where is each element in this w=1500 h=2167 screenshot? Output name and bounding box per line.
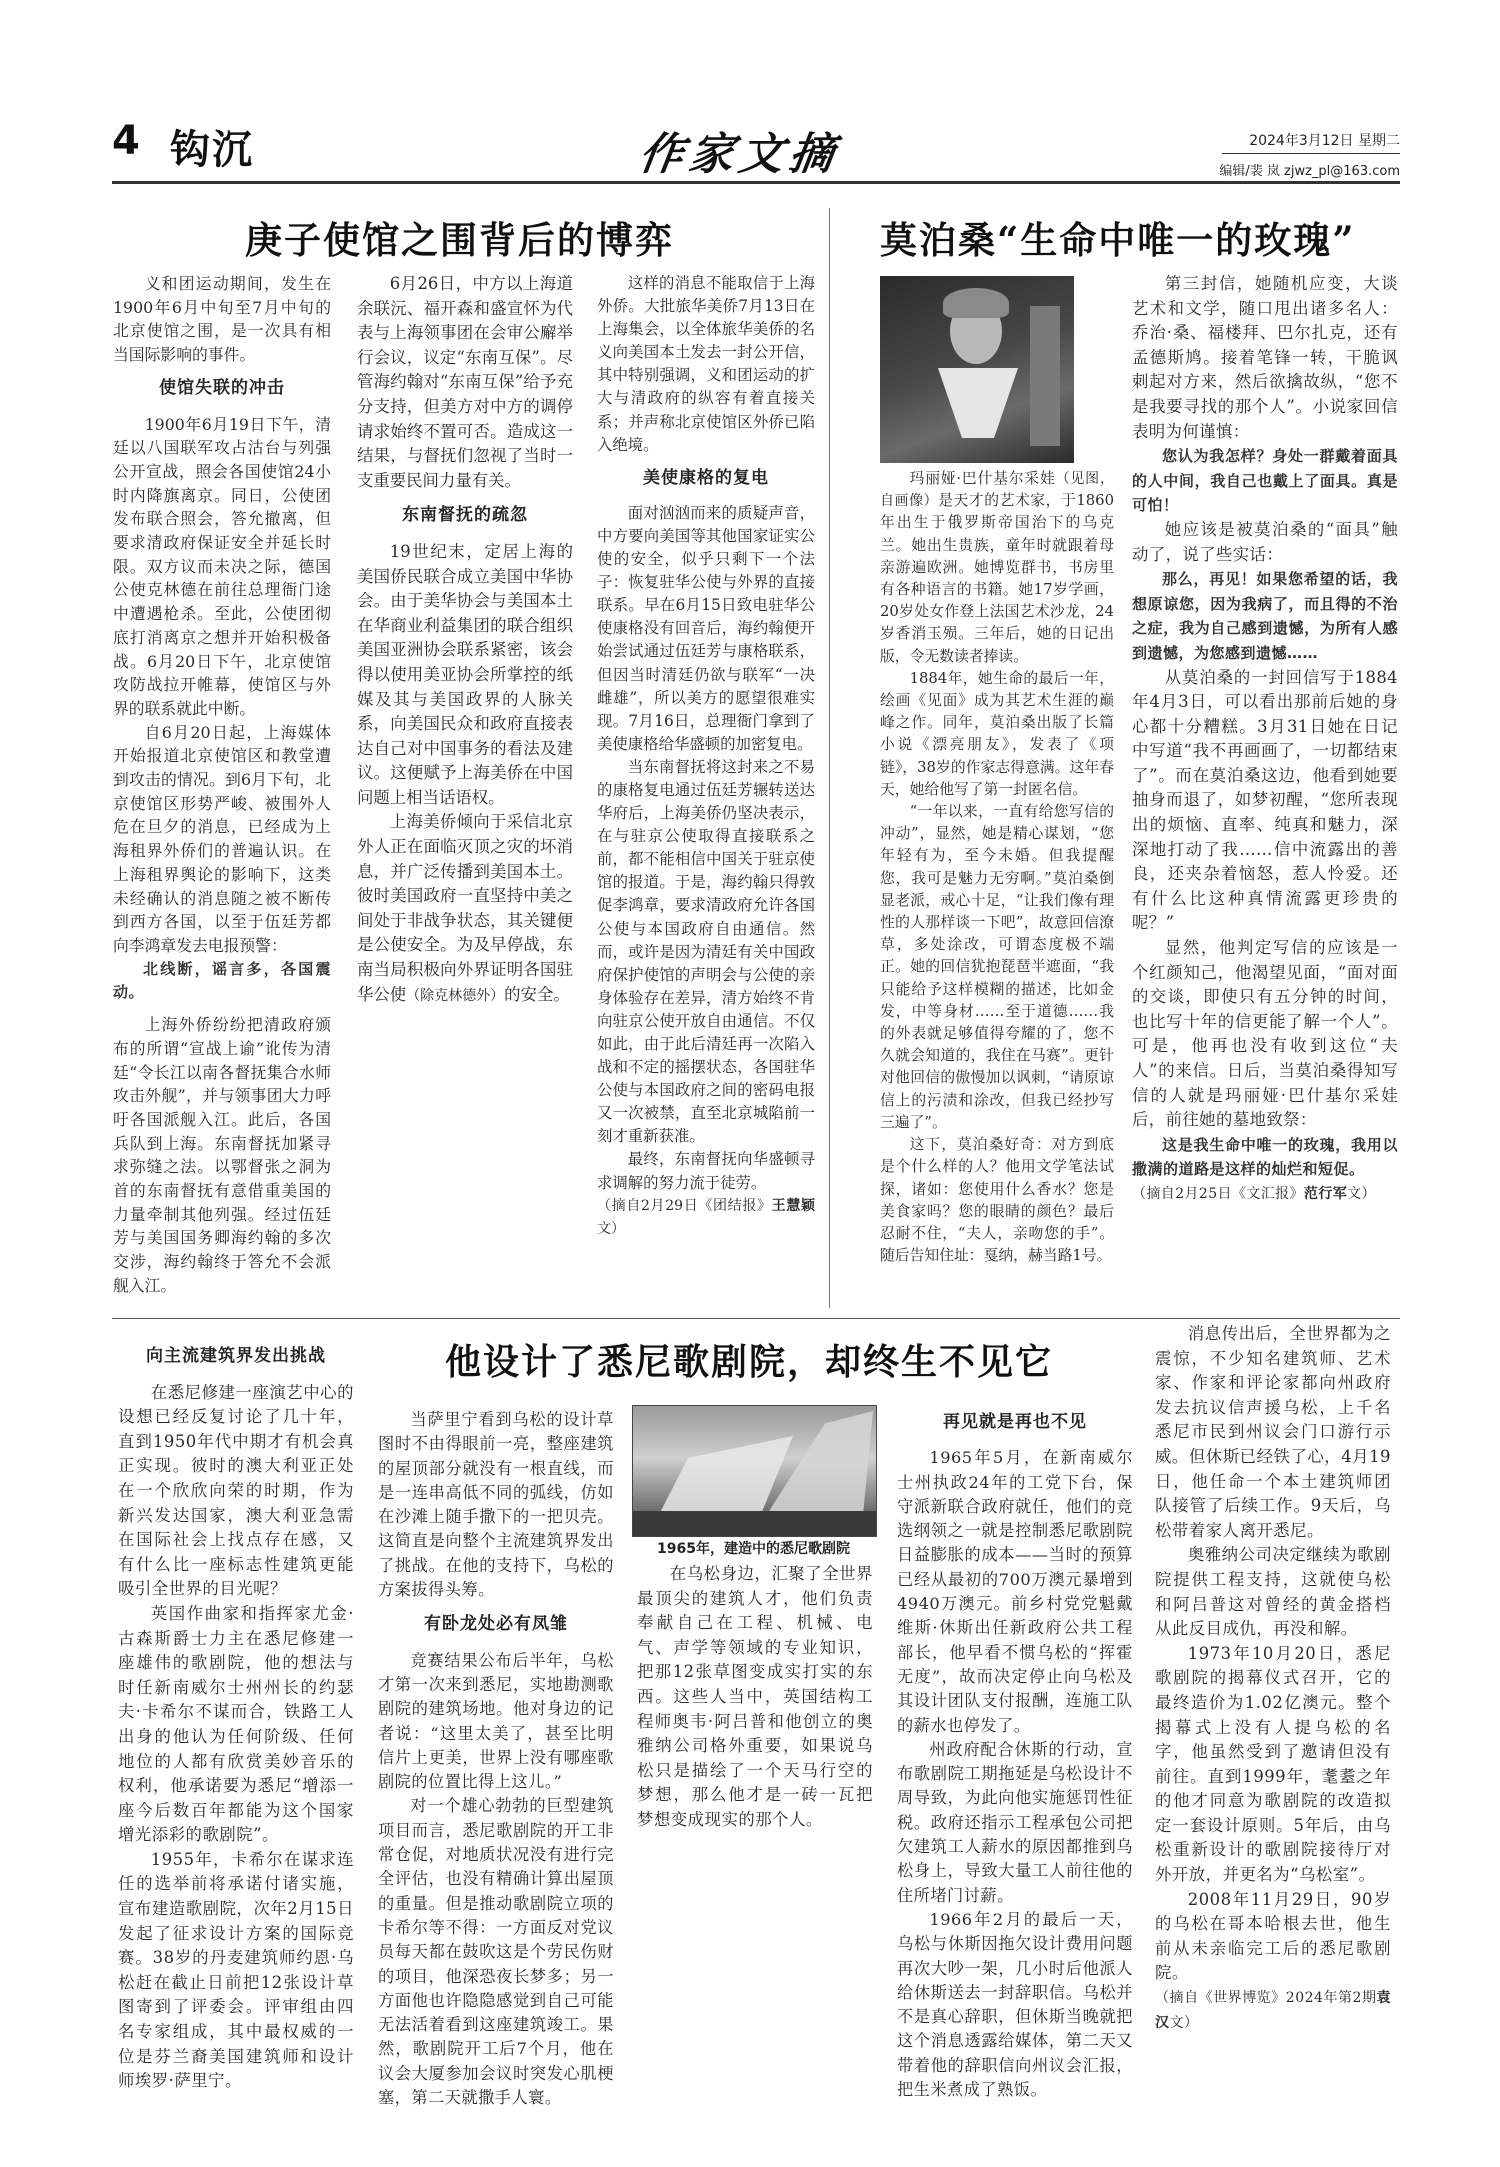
article1-paragraph: 面对汹汹而来的质疑声音，中方要向美国等其他国家证实公使的安全，似乎只剩下一个法子：恢复驻华公使与外界的直接联系。早在6月15日致电驻华公使康格没有回音后，海约翰便开始尝试通过伍廷芳与康格联系，但因当时清廷仍欲与联军“一决雌雄”，所以美方的愿望很难实现。7月16日，总理衙门拿到了美使康格给华盛顿的加密复电。	[597, 503, 815, 753]
article1-col2	[357, 272, 573, 1008]
section-divider	[112, 1318, 1400, 1319]
article3-paragraph: 对一个雄心勃勃的巨型建筑项目而言，悉尼歌剧院的开工非常仓促，对地质状况没有进行完全评估，也没有精确计算出屋顶的重量。但是推动歌剧院立项的卡希尔等不得：一方面反对党议员每天都在鼓吹这是个劳民伤财的项目，他深恐夜长梦多；另一方面他也许隐隐感觉到自己可能无法活着看到这座建筑竣工。果然，歌剧院开工后7个月，他在议会大厦参加会议时突发心肌梗塞，第二天就撒手人寰。	[378, 1796, 614, 2108]
article3-col2	[378, 1408, 614, 2110]
article2-source: （摘自2月25日《文汇报》范行军文）	[1132, 1185, 1376, 1202]
article3-opera-house-photo	[632, 1405, 877, 1537]
article3-paragraph: 在乌松身边，汇聚了全世界最顶尖的建筑人才，他们负责奉献自己在工程、机械、电气、声学等领域的专业知识，把那12张草图变成实打实的东西。这些人当中，英国结构工程师奥韦·阿吕普和他创立的奥雅纳公司格外重要，如果说乌松只是描绘了一个天马行空的梦想，那么他才是一砖一瓦把梦想变成现实的那个人。	[637, 1564, 873, 1829]
article2-quote: 那么，再见！如果您希望的话，我想原谅您，因为我病了，而且得的不治之症，我为自己感到遗憾，为所有人感到遗憾，为您感到遗憾……	[1132, 570, 1398, 662]
article2-paragraph: 显然，他判定写信的应该是一个红颜知己，他渴望见面，“面对面的交谈，即使只有五分钟的时间，也比写十年的信更能了解一个人”。可是，他再也没有收到这位“夫人”的来信。日后，当莫泊桑得知写信的人就是玛丽娅·巴什基尔采娃后，前往她的墓地致祭：	[1132, 938, 1398, 1130]
article2-paragraph: 从莫泊桑的一封回信写于1884年4月3日，可以看出那前后她的身心都十分糟糕。3月31日她在日记中写道“我不再画画了，一切都结束了”。而在莫泊桑这边，他看到她要抽身而退了，如梦初醒，“您所表现出的烦恼、直率、纯真和魅力，深深地打动了我……信中流露出的善良，还夹杂着恼怒，惹人怜爱。还有什么比这种真情流露更珍贵的呢？”	[1132, 667, 1398, 933]
article1-paragraph: 自6月20日起，上海媒体开始报道北京使馆区和教堂遭到攻击的情况。到6月下旬，北京使馆区形势严峻、被围外人危在旦夕的消息，已经成为上海租界外侨们的普遍认识。在上海租界舆论的影响下，这类未经确认的消息随之被不断传到西方各国，以至于伍廷芳都向李鸿章发去电报预警：	[113, 722, 331, 955]
article3-paragraph: 英国作曲家和指挥家尤金·古森斯爵士力主在悉尼修建一座雄伟的歌剧院，他的想法与时任新南威尔士州州长的约瑟夫·卡希尔不谋而合，铁路工人出身的他认为任何阶级、任何地位的人都有欣赏美妙音乐的权利，他承诺要为悉尼“增添一座今后数百年都能为这个国家增光添彩的歌剧院”。	[118, 1603, 354, 1845]
article3-paragraph: 在悉尼修建一座演艺中心的设想已经反复讨论了几十年，直到1950年代中期才有机会真正实现。彼时的澳大利亚正处在一个欣欣向荣的时期，作为新兴发达国家，澳大利亚急需在国际社会上找点存在感，又有什么比一座标志性建筑更能吸引全世界的目光呢？	[118, 1382, 354, 1599]
article3-paragraph: 消息传出后，全世界都为之震惊，不少知名建筑师、艺术家、作家和评论家都向州政府发去抗议信声援乌松，上千名悉尼市民到州议会门口游行示威。但休斯已经铁了心，4月19日，他任命一个本土建筑师团队接管了后续工作。9天后，乌松带着家人离开悉尼。	[1155, 1324, 1391, 1540]
article3-subheading-1: 向主流建筑界发出挑战	[146, 1346, 326, 1366]
article1-col1	[113, 272, 331, 1298]
article1-paragraph: 19世纪末，定居上海的美国侨民联合成立美国中华协会。由于美华协会与美国本土在华商业利益集团的联合组织美国亚洲协会联系紧密，该会得以使用美亚协会所掌控的纸媒及其与美国政界的人脉关系，向美国民众和政府直接表达自己对中国事务的看法及建议。这便赋予上海美侨在中国问题上相当话语权。	[357, 541, 573, 807]
article3-subheading-3: 再见就是再也不见	[943, 1412, 1087, 1432]
article1-subheading-2: 东南督抚的疏忽	[402, 505, 528, 526]
article1-title: 庚子使馆之围背后的博弈	[245, 218, 674, 262]
article1-subheading-1: 使馆失联的冲击	[159, 377, 285, 398]
article2-portrait-photo	[880, 276, 1074, 463]
article3-paragraph: 当萨里宁看到乌松的设计草图时不由得眼前一亮，整座建筑的屋顶部分就没有一根直线，而是一连串高低不同的弧线，仿如在沙滩上随手撒下的一把贝壳。这简直是向整个主流建筑界发出了挑战。在他的支持下，乌松的方案拔得头筹。	[378, 1410, 614, 1600]
column-divider	[829, 208, 830, 1308]
article3-col1	[118, 1340, 354, 2094]
article3-subheading-2: 有卧龙处必有凤雏	[424, 1614, 568, 1635]
section-name: 钩沉	[170, 127, 254, 173]
article1-paragraph: 上海外侨纷纷把清政府颁布的所谓“宣战上谕”讹传为清廷“令长江以南各督抚集合水师攻击外舰”，并与领事团大力呼吁各国派舰入江。此后，各国兵队到上海。东南督抚加紧寻求弥缝之法。以鄂督张之洞为首的东南督抚有意借重美国的力量牵制其他列强。经过伍廷芳与美国国务卿海约翰的多次交涉，海约翰终于答允不会派舰入江。	[113, 1015, 331, 1295]
portrait-hair	[943, 288, 1009, 318]
article1-subheading-3: 美使康格的复电	[643, 467, 769, 488]
article2-paragraph: 玛丽娅·巴什基尔采娃（见图，自画像）是天才的艺术家，于1860年出生于俄罗斯帝国治下的乌克兰。她出生贵族，童年时就跟着母亲游遍欧洲。她博览群书，书房里有各种语言的书籍。她17岁学画，20岁处女作登上法国艺术沙龙，24岁香消玉殒。三年后，她的日记出版，令无数读者捧读。	[880, 470, 1114, 665]
date-divider	[1222, 153, 1400, 154]
article3-paragraph: 1973年10月20日，悉尼歌剧院的揭幕仪式召开，它的最终造价为1.02亿澳元。整个揭幕式上没有人提乌松的名字，他虽然受到了邀请但没有前往。直到1999年，耄耋之年的他才同意为歌剧院的改造拟定一套设计原则。5年后，由乌松重新设计的歌剧院接待厅对外开放，并更名为“乌松室”。	[1155, 1643, 1391, 1885]
article2-col2	[1132, 272, 1398, 1207]
article3-title: 他设计了悉尼歌剧院，却终生不见它	[445, 1341, 1054, 1383]
photo-base	[633, 1511, 876, 1536]
article1-paragraph: 6月26日，中方以上海道余联沅、福开森和盛宣怀为代表与上海领事团在会审公廨举行会议，议定“东南互保”。尽管海约翰对“东南互保”给予充分支持，但美方对中方的调停请求始终不置可否。造成这一结果，与督抚们忽视了当时一支重要民间力量有关。	[357, 274, 573, 490]
portrait-collar	[938, 368, 1018, 438]
portrait-easel	[1030, 306, 1060, 446]
editor-info: 编辑/裴 岚 zjwz_pl@163.com	[1219, 164, 1400, 179]
article2-paragraph: 她应该是被莫泊桑的“面具”触动了，说了些实话：	[1132, 519, 1398, 564]
article3-paragraph: 1965年5月，在新南威尔士州执政24年的工党下台，保守派新联合政府就任，他们的竞选纲领之一就是控制悉尼歌剧院日益膨胀的成本——当时的预算已经从最初的700万澳元暴增到4940万澳元。前乡村党党魁戴维斯·休斯出任新政府公共工程部长，他早看不惯乌松的“挥霍无度”，故而决定停止向乌松及其设计团队支付报酬，连施工队的薪水也停发了。	[897, 1448, 1133, 1735]
article3-paragraph: 2008年11月29日，90岁的乌松在哥本哈根去世，他生前从未亲临完工后的悉尼歌剧院。	[1155, 1889, 1391, 1983]
article2-paragraph: 这下，莫泊桑好奇：对方到底是个什么样的人？他用文学笔法试探，诸如：您使用什么香水？您是美食家吗？您的眼睛的颜色？最后忍耐不住，“夫人，亲吻您的手”。随后告知住址：戛纳，赫当路1号。	[880, 1136, 1114, 1265]
article3-col3	[637, 1562, 873, 1833]
article3-source: （摘自《世界博览》2024年第2期袁汉文）	[1155, 1990, 1391, 2031]
page-number: 4	[112, 118, 140, 164]
issue-date: 2024年3月12日 星期二	[1249, 133, 1400, 149]
article1-source: （摘自2月29日《团结报》王慧颖文）	[597, 1197, 815, 1237]
article3-col4	[897, 1400, 1133, 2102]
article2-col1	[880, 468, 1114, 1267]
article2-quote: 您认为我怎样？身处一群戴着面具的人中间，我自己也戴上了面具。真是可怕！	[1132, 447, 1398, 515]
article2-paragraph: 1884年，她生命的最后一年，绘画《见面》成为其艺术生涯的巅峰之作。同年，莫泊桑出版了长篇小说《漂亮朋友》，发表了《项链》，38岁的作家志得意满。这年春天，她给他写了第一封匿名信。	[880, 669, 1114, 798]
article1-paragraph: 最终，东南督抚向华盛顿寻求调解的努力流于徒劳。	[597, 1150, 815, 1192]
article1-paragraph: 这样的消息不能取信于上海外侨。大批旅华美侨7月13日在上海集会，以全体旅华美侨的名义向美国本土发去一封公开信，其中特别强调，义和团运动的扩大与清政府的纵容有着直接关系；并声称北京使馆区外侨已陷入绝境。	[597, 274, 815, 454]
article3-photo-caption: 1965年，建造中的悉尼歌剧院	[657, 1541, 850, 1557]
article3-paragraph: 1966年2月的最后一天，乌松与休斯因拖欠设计费用问题再次大吵一架，几小时后他派人给休斯送去一封辞职信。乌松并不是真心辞职，但休斯当晚就把这个消息透露给媒体，第二天又带着他的辞职信向州议会汇报，把生米煮成了熟饭。	[897, 1909, 1133, 2100]
article1-quote: 北线断，谣言多，各国震动。	[113, 959, 331, 1002]
article3-paragraph: 州政府配合休斯的行动，宣布歌剧院工期拖延是乌松设计不周导致，为此向他实施惩罚性征税。政府还指示工程承包公司把欠建筑工人薪水的原因都推到乌松身上，导致大量工人前往他的住所堵门讨薪。	[897, 1739, 1133, 1905]
article2-title: 莫泊桑“生命中唯一的玫瑰”	[880, 218, 1356, 262]
paper-logo: 作家文摘	[635, 129, 843, 180]
article2-paragraph: “一年以来，一直有给您写信的冲动”，显然，她是精心谋划，“您年轻有为，至今未婚。但我提醒您，我可是魅力无穷啊。”莫泊桑倒显老派，戒心十足，“让我们像有理性的人那样谈一下吧”，故意回信潦草，多处涂改，可谓态度极不端正。她的回信犹抱琵琶半遮面，“我只能给予这样模糊的描述，比如金发，中等身材……至于道德……我的外表就足够值得夸耀的了，您不久就会知道的，我住在马赛”。更针对他回信的傲慢加以讽刺，“请原谅信上的污渍和涂改，但我已经抄写三遍了”。	[880, 803, 1114, 1131]
article2-paragraph: 第三封信，她随机应变，大谈艺术和文学，随口甩出诸多名人：乔治·桑、福楼拜、巴尔扎克，还有孟德斯鸠。接着笔锋一转，干脆讽刺起对方来，然后欲擒故纵，“您不是我要寻找的那个人”。小说家回信表明为何谨慎：	[1132, 274, 1398, 441]
article3-paragraph: 1955年，卡希尔在谋求连任的选举前将承诺付诸实施，宣布建造歌剧院，次年2月15日发起了征求设计方案的国际竞赛。38岁的丹麦建筑师约恩·乌松赶在截止日前把12张设计草图寄到了评委会。评审组由四名专家组成，其中最权威的一位是芬兰裔美国建筑师和设计师埃罗·萨里宁。	[118, 1849, 354, 2091]
article1-paragraph: 当东南督抚将这封来之不易的康格复电通过伍廷芳辗转送达华府后，上海美侨仍坚决表示，在与驻京公使取得直接联系之前，都不能相信中国关于驻京使馆的报道。于是，海约翰只得敦促李鸿章，要求清政府允许各国公使与本国政府自由通信。然而，或许是因为清廷有关中国政府保护使馆的声明会与公使的亲身体验存在差异，清方始终不肯向驻京公使开放自由通信。不仅如此，由于此后清廷再一次陷入战和不定的摇摆状态，各国驻华公使与本国政府之间的密码电报又一次被禁，直至北京城陷前一刻才重新获准。	[597, 757, 815, 1146]
article3-col5	[1155, 1322, 1391, 2035]
article2-quote: 这是我生命中唯一的玫瑰，我用以撒满的道路是这样的灿烂和短促。	[1132, 1135, 1398, 1179]
article1-col3-body	[597, 272, 815, 1241]
article1-paragraph: 1900年6月19日下午，清廷以八国联军攻占沽台与列强公开宣战，照会各国使馆24小时内降旗离京。同日，公使团发布联合照会，答允撤离，但要求清政府保证安全并延长时限。双方议而未决之际，德国公使克林德在前往总理衙门途中遭遇枪杀。至此，公使团彻底打消离京之想并开始积极备战。6月20日下午，北京使馆攻防战拉开帷幕，使馆区与外界的联系就此中断。	[113, 414, 331, 718]
article1-paragraph: 上海美侨倾向于采信北京外人正在面临灭顶之灾的坏消息，并广泛传播到美国本土。彼时美国政府一直坚持中美之间处于非战争状态，其关键便是公使安全。为及早停战，东南当局积极向外界证明各国驻华公使（除克林德外）的安全。	[357, 812, 573, 1004]
masthead-rule	[112, 181, 1400, 184]
article3-paragraph: 奥雅纳公司决定继续为歌剧院提供工程支持，这就使乌松和阿吕普这对曾经的黄金搭档从此反目成仇，再没和解。	[1155, 1545, 1391, 1639]
article3-paragraph: 竞赛结果公布后半年，乌松才第一次来到悉尼，实地勘测歌剧院的建筑场地。他对身边的记者说：“这里太美了，甚至比明信片上更美，世界上没有哪座歌剧院的位置比得上这儿。”	[378, 1650, 614, 1792]
article1-lead: 义和团运动期间，发生在1900年6月中旬至7月中旬的北京使馆之围，是一次具有相当国际影响的事件。	[113, 274, 331, 365]
